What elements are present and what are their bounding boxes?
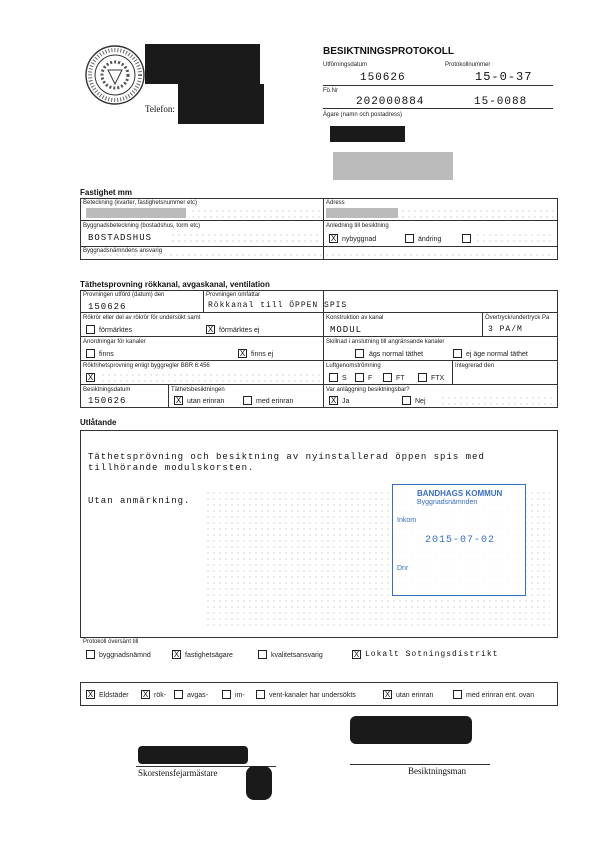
- formarkes-label: förmärktes: [99, 327, 133, 334]
- anordningar-label: Anordningar för kanaler: [83, 339, 146, 345]
- ftx-label: FTX: [431, 375, 445, 382]
- eldstader-label: Eldstäder: [99, 692, 129, 699]
- redacted-owner: [330, 126, 405, 142]
- nej-label: Nej: [415, 398, 426, 405]
- besiktningsdatum-label: Besiktningsdatum: [83, 387, 131, 393]
- normal-label: ägs normal täthet: [369, 351, 424, 358]
- beteckning-label: Beteckning (kvarter, fastighetsnummer etc): [83, 200, 198, 206]
- fastighetsagare-label: fastighetsägare: [185, 652, 233, 659]
- lokalt-checkbox[interactable]: X: [353, 650, 360, 659]
- lokalt-label: Lokalt Sotningsdistrikt: [365, 650, 499, 659]
- avgas-checkbox[interactable]: [174, 690, 183, 699]
- redacted-address: [145, 44, 260, 84]
- rokfritt-checkbox[interactable]: X: [87, 373, 94, 382]
- provdatum-label: Provningen utförd (datum) den: [83, 292, 165, 298]
- utlatande-heading: Utlåtande: [80, 418, 117, 427]
- konstruktion-label: Konstruktion av kanal: [326, 315, 384, 321]
- redacted-address-2: [178, 84, 264, 124]
- ja-checkbox[interactable]: X: [330, 396, 337, 405]
- andring-checkbox[interactable]: [405, 234, 414, 243]
- fornr-value: 202000884: [356, 96, 425, 108]
- byggnad-label: Byggnadsbeteckning (bostadshus, torm etc): [83, 223, 201, 229]
- utlatande-line2: tillhörande modulskorsten.: [88, 463, 255, 473]
- rok-label: rök-: [154, 692, 167, 699]
- redacted-initials: [246, 766, 272, 800]
- ftx-checkbox[interactable]: [418, 373, 427, 382]
- im-checkbox[interactable]: [222, 690, 231, 699]
- rok-checkbox[interactable]: X: [142, 690, 149, 699]
- var-sakkunnig-label: Var anläggning besiktningsbar?: [326, 387, 410, 393]
- other-checkbox[interactable]: [462, 234, 471, 243]
- byggnad-value: BOSTADSHUS: [88, 233, 153, 243]
- finns-label: finns: [99, 351, 114, 358]
- rokfritt-label: Rökfrihetsprovning enligt byggregler BBR 6:456: [83, 363, 210, 369]
- med-erinran-label: med erinran: [256, 398, 294, 405]
- finns-ej-checkbox[interactable]: X: [239, 349, 246, 358]
- normal-checkbox[interactable]: [355, 349, 364, 358]
- utan-erinran-checkbox[interactable]: X: [175, 396, 182, 405]
- provningen-label: Provningen omfattar: [206, 292, 261, 298]
- nej-checkbox[interactable]: [402, 396, 411, 405]
- andring-label: ändring: [418, 236, 442, 243]
- protocol-label: Protokollnummer: [445, 62, 491, 68]
- stamp-inkom: Inkom: [397, 517, 417, 524]
- stamp-org: BANDHAGS KOMMUN: [417, 489, 503, 498]
- ja-label: Ja: [342, 398, 350, 405]
- eldstader-checkbox[interactable]: X: [87, 690, 94, 699]
- fastighetsagare-checkbox[interactable]: X: [173, 650, 180, 659]
- date-value: 150626: [360, 72, 406, 84]
- avgas-label: avgas-: [187, 692, 209, 699]
- im-label: im-: [235, 692, 245, 699]
- provningen-value: Rökkanal till ÖPPEN SPIS: [208, 301, 348, 310]
- vent-label: vent-kanaler har undersökts: [269, 692, 356, 699]
- redacted-beteckning: [86, 208, 186, 218]
- date-label: Utförningsdatum: [323, 62, 368, 68]
- fornr-code: 15-0088: [474, 96, 528, 108]
- utan-erinran-label: utan erinran: [187, 398, 225, 405]
- rokror-label: Rökrör eller del av rökrör för undersökt samt: [83, 315, 201, 321]
- stamp-dept: Byggnadsnämnden: [417, 499, 478, 506]
- redacted-signature-left: [138, 746, 248, 764]
- anledning-label: Anledning till besiktning: [326, 223, 389, 229]
- signature-left-label: Skorstensfejarmästare: [138, 768, 218, 778]
- med-erinran-checkbox[interactable]: [243, 396, 252, 405]
- footer-med-erinran-checkbox[interactable]: [453, 690, 462, 699]
- footer-med-erinran-label: med erinran ent. ovan: [466, 692, 535, 699]
- tathetsresultat-label: Täthetsbesiktningen: [171, 387, 225, 393]
- byggnadsnamnd-label: byggnadsnämnd: [99, 652, 151, 659]
- konstruktion-value: MODUL: [330, 325, 363, 335]
- kvalitetsansvarig-checkbox[interactable]: [258, 650, 267, 659]
- overtryck-label: Övertryck/undertryck Pa: [485, 315, 550, 321]
- utlatande-line1: Täthetsprövning och besiktning av nyinstallerad öppen spis med: [88, 452, 485, 462]
- vent-checkbox[interactable]: [256, 690, 265, 699]
- skillnad-label: Skillnad i anslutning till angränsande kanaler: [326, 339, 445, 345]
- nybyggnad-label: nybyggnad: [342, 236, 377, 243]
- overtryck-value: 3 PA/M: [488, 325, 523, 334]
- received-stamp: [392, 484, 526, 596]
- protocol-value: 15-0-37: [475, 70, 533, 84]
- f-label: F: [368, 375, 373, 382]
- document-title: BESIKTNINGSPROTOKOLL: [323, 46, 454, 57]
- municipal-seal: [84, 44, 146, 106]
- ej-normal-label: ej äge normal täthet: [466, 351, 528, 358]
- tathet-heading: Täthetsprovning rökkanal, avgaskanal, ventilation: [80, 280, 270, 289]
- adress-label: Adress: [326, 200, 345, 206]
- ft-checkbox[interactable]: [383, 373, 392, 382]
- fornr-label: Fö.Nr: [323, 88, 338, 94]
- redacted-signature-right: [350, 716, 472, 744]
- recipient-label: Ägare (namn och postadress): [323, 112, 403, 118]
- finns-checkbox[interactable]: [86, 349, 95, 358]
- s-checkbox[interactable]: [329, 373, 338, 382]
- telefon-label: Telefon:: [145, 104, 175, 114]
- s-label: S: [342, 375, 347, 382]
- formarkes-checkbox[interactable]: [86, 325, 95, 334]
- luftgenom-label: Luftgenomströmning: [326, 363, 381, 369]
- byggnadsnamnd-checkbox[interactable]: [86, 650, 95, 659]
- signature-right-label: Besiktningsman: [408, 766, 466, 776]
- f-checkbox[interactable]: [355, 373, 364, 382]
- formarkes-ej-checkbox[interactable]: X: [207, 325, 214, 334]
- nybyggnad-checkbox[interactable]: X: [330, 234, 337, 243]
- footer-utan-erinran-checkbox[interactable]: X: [384, 690, 391, 699]
- formarkes-ej-label: förmärktes ej: [219, 327, 260, 334]
- redacted-adress: [326, 208, 398, 218]
- stamp-dnr: Dnr: [397, 565, 409, 572]
- expedieras-label: Protokoll översänt till: [83, 639, 139, 645]
- finns-ej-label: finns ej: [251, 351, 274, 358]
- provdatum-value: 150626: [88, 302, 127, 312]
- besiktningsdatum-value: 150626: [88, 396, 127, 406]
- integrerad-label: Integrerad den: [455, 363, 495, 369]
- footer-utan-erinran-label: utan erinran: [396, 692, 434, 699]
- utlatande-line3: Utan anmärkning.: [88, 496, 191, 506]
- redacted-owner-address: [333, 152, 453, 180]
- byggnadsansvarig-label: Byggnadsnämndens ansvarig: [83, 248, 163, 254]
- kvalitetsansvarig-label: kvalitetsansvarig: [271, 652, 323, 659]
- ft-label: FT: [396, 375, 405, 382]
- fastighet-heading: Fastighet mm: [80, 188, 133, 197]
- ej-normal-checkbox[interactable]: [453, 349, 462, 358]
- stamp-date: 2015-07-02: [425, 535, 496, 546]
